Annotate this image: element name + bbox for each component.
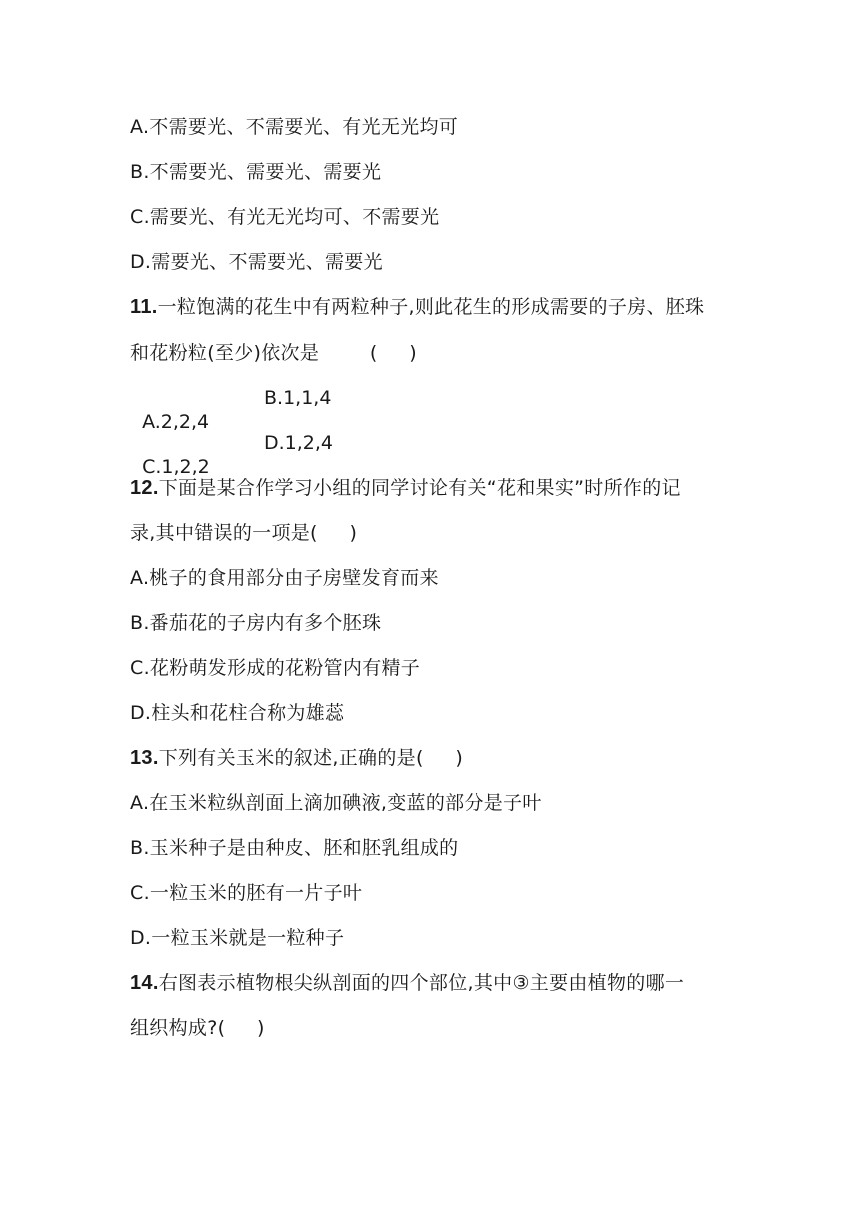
q12-stem-line2: 录,其中错误的一项是( ) <box>130 522 358 544</box>
q12-option-a: A.桃子的食用部分由子房壁发育而来 <box>130 567 439 589</box>
q10-option-b: B.不需要光、需要光、需要光 <box>130 161 382 183</box>
q14-number: 14. <box>130 972 159 994</box>
q10-option-a: A.不需要光、不需要光、有光无光均可 <box>130 116 459 138</box>
q11-text-line1: 一粒饱满的花生中有两粒种子,则此花生的形成需要的子房、胚珠 <box>157 296 705 318</box>
q11-stem-line2: 和花粉粒(至少)依次是 ( ) <box>130 342 417 364</box>
q14-text-line1: 右图表示植物根尖纵剖面的四个部位,其中③主要由植物的哪一 <box>158 972 685 994</box>
q11-option-c: C.1,2,2 <box>142 456 210 478</box>
q12-number: 12. <box>130 477 159 499</box>
q12-option-d: D.柱头和花柱合称为雄蕊 <box>130 702 345 724</box>
q11-option-b: B.1,1,4 <box>264 387 332 409</box>
q13-option-d: D.一粒玉米就是一粒种子 <box>130 927 345 949</box>
q13-number: 13. <box>130 747 159 769</box>
q11-option-a: A.2,2,4 <box>142 411 210 433</box>
q12-option-c: C.花粉萌发形成的花粉管内有精子 <box>130 657 421 679</box>
q13-text-line1: 下列有关玉米的叙述,正确的是( ) <box>158 747 464 769</box>
q13-stem <box>130 746 463 770</box>
q11-option-d: D.1,2,4 <box>264 432 334 454</box>
q13-option-b: B.玉米种子是由种皮、胚和胚乳组成的 <box>130 837 459 859</box>
q13-option-a: A.在玉米粒纵剖面上滴加碘液,变蓝的部分是子叶 <box>130 792 542 814</box>
q14-stem-line1 <box>130 971 684 995</box>
q12-text-line1: 下面是某合作学习小组的同学讨论有关“花和果实”时所作的记 <box>158 477 681 499</box>
q13-option-c: C.一粒玉米的胚有一片子叶 <box>130 882 363 904</box>
q14-stem-line2: 组织构成?( ) <box>130 1017 265 1039</box>
q11-stem-line1 <box>130 295 704 319</box>
q12-stem-line1 <box>130 476 681 500</box>
q10-option-d: D.需要光、不需要光、需要光 <box>130 251 383 273</box>
q10-option-c: C.需要光、有光无光均可、不需要光 <box>130 206 440 228</box>
q11-number: 11. <box>130 296 158 318</box>
q12-option-b: B.番茄花的子房内有多个胚珠 <box>130 612 382 634</box>
